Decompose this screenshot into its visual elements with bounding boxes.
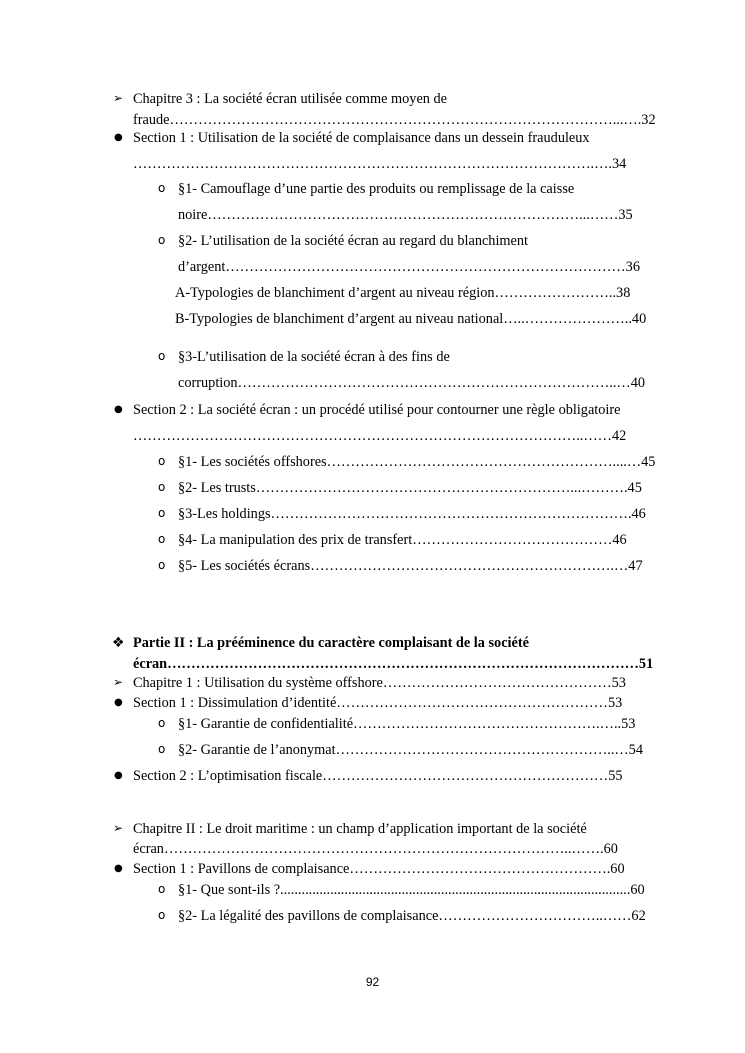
toc-entry-pavillons: Section 1 : Pavillons de complaisance……………………………………………….60 [133,861,625,877]
circle-bullet-icon: o [158,716,166,730]
toc-entry-section-1: Section 1 : Utilisation de la société de complaisance dans un dessein frauduleux [133,130,590,146]
toc-entry-legalite-pavillons: §2- La légalité des pavillons de complaisance……………………………..……62 [178,908,646,924]
toc-entry-societes-ecrans: §5- Les sociétés écrans……………………………………………………….…47 [178,558,643,574]
toc-entry-section-2-leader: …………………………………………………………………………………..……42 [133,428,627,444]
toc-entry-chapitre-2: Chapitre II : Le droit maritime : un champ d’application important de la société [133,821,587,837]
toc-entry-paragraph-2: §2- L’utilisation de la société écran au regard du blanchiment [178,233,529,249]
circle-bullet-icon: o [158,454,166,468]
toc-entry-chapitre-2-leader: écran…………………………………………………………………………..…….60 [133,841,618,857]
toc-entry-que-sont-ils: §1- Que sont-ils ?..................................................................................................60 [178,882,645,898]
toc-entry-confidentialite: §1- Garantie de confidentialité…………………………………………….…..53 [178,716,636,732]
toc-entry-anonymat: §2- Garantie de l’anonymat…………………………………………………..…54 [178,742,643,758]
toc-entry-chapitre-3-leader: fraude…………………………………………………………………………………...….32 [133,112,656,128]
circle-bullet-icon: o [158,233,166,247]
circle-bullet-icon: o [158,349,166,363]
circle-bullet-icon: o [158,558,166,572]
circle-bullet-icon: o [158,181,166,195]
toc-entry-offshores: §1- Les sociétés offshores……………………………………………………....…45 [178,454,656,470]
toc-entry-partie-2: Partie II : La prééminence du caractère complaisant de la société [133,635,529,651]
toc-entry-subsection-a: A-Typologies de blanchiment d’argent au niveau région……………………..38 [175,285,631,301]
page-number: 92 [365,975,380,989]
toc-entry-subsection-b: B-Typologies de blanchiment d’argent au niveau national…..…………………..40 [175,311,647,327]
toc-entry-holdings: §3-Les holdings………………………………………………………………….46 [178,506,646,522]
circle-bullet-icon: o [158,506,166,520]
toc-entry-partie-2-leader: écran………………………………………………………………………………………51 [133,656,654,672]
circle-bullet-icon: o [158,908,166,922]
toc-entry-paragraph-3-leader: corruption……………………………………………………………………..…40 [178,375,646,391]
bullet-icon: ● [114,863,123,874]
toc-entry-prix-transfert: §4- La manipulation des prix de transfert……………………………………46 [178,532,627,548]
toc-entry-section-2: Section 2 : La société écran : un procédé utilisé pour contourner une règle obligatoire [133,402,621,418]
toc-entry-paragraph-1-leader: noire……………………………………………………………………...……35 [178,207,633,223]
arrow-icon: ➢ [113,91,124,105]
bullet-icon: ● [114,770,123,781]
bullet-icon: ● [114,404,123,415]
toc-entry-chapitre-3: Chapitre 3 : La société écran utilisée comme moyen de [133,91,448,107]
diamond-icon: ❖ [112,635,125,651]
toc-entry-section-1-leader: …………………………………………………………………………………….….34 [133,156,627,172]
circle-bullet-icon: o [158,882,166,896]
arrow-icon: ➢ [113,821,124,835]
toc-entry-chapitre-1: Chapitre 1 : Utilisation du système offshore…………………………………………53 [133,675,626,691]
toc-entry-optimisation-fiscale: Section 2 : L’optimisation fiscale……………………………………………………55 [133,768,623,784]
bullet-icon: ● [114,697,123,708]
toc-entry-dissimulation: Section 1 : Dissimulation d’identité…………………………………………………53 [133,695,623,711]
toc-entry-paragraph-3: §3-L’utilisation de la société écran à des fins de [178,349,450,365]
toc-entry-paragraph-2-leader: d’argent…………………………………………………………………………36 [178,259,640,275]
circle-bullet-icon: o [158,742,166,756]
circle-bullet-icon: o [158,480,166,494]
arrow-icon: ➢ [113,675,124,689]
toc-entry-paragraph-1: §1- Camouflage d’une partie des produits ou remplissage de la caisse [178,181,575,197]
bullet-icon: ● [114,132,123,143]
circle-bullet-icon: o [158,532,166,546]
toc-entry-trusts: §2- Les trusts…………………………………………………………...……….45 [178,480,642,496]
